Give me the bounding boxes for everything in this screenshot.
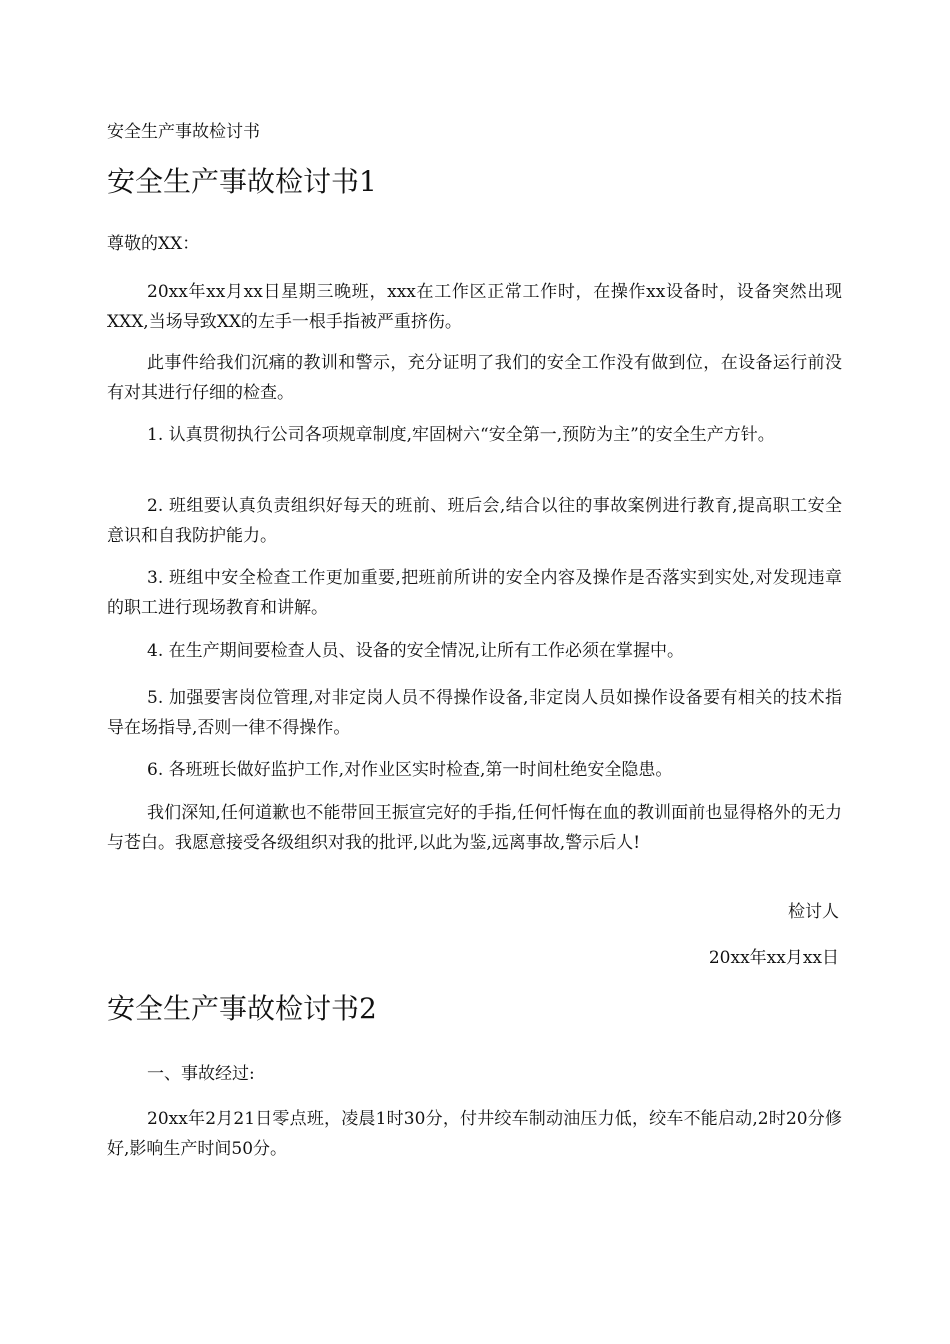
list-item: 4. 在生产期间要检查人员、设备的安全情况,让所有工作必须在掌握中。 [147, 641, 685, 661]
document-title: 安全生产事故检讨书 [107, 122, 260, 142]
signature-date: 20xx年xx月xx日 [708, 948, 839, 968]
section-2-heading: 安全生产事故检讨书2 [107, 992, 377, 1025]
list-item: 3. 班组中安全检查工作更加重要,把班前所讲的安全内容及操作是否落实到实处,对发现违章的职工进行现场教育和讲解。 [107, 568, 842, 618]
list-item: 1. 认真贯彻执行公司各项规章制度,牢固树六“安全第一,预防为主”的安全生产方针。 [147, 425, 775, 445]
paragraph: 20xx年2月21日零点班，凌晨1时30分，付井绞车制动油压力低，绞车不能启动,2时20分修好,影响生产时间50分。 [107, 1109, 842, 1159]
subheading: 一、事故经过: [147, 1064, 255, 1084]
section-1-heading: 安全生产事故检讨书1 [107, 165, 377, 198]
list-item: 5. 加强要害岗位管理,对非定岗人员不得操作设备,非定岗人员如操作设备要有相关的技术指导在场指导,否则一律不得操作。 [107, 688, 842, 738]
list-item: 6. 各班班长做好监护工作,对作业区实时检查,第一时间杜绝安全隐患。 [147, 760, 673, 780]
paragraph: 我们深知,任何道歉也不能带回王振宣完好的手指,任何忏悔在血的教训面前也显得格外的无力与苍白。我愿意接受各级组织对我的批评,以此为鉴,远离事故,警示后人! [107, 803, 842, 853]
paragraph: 此事件给我们沉痛的教训和警示，充分证明了我们的安全工作没有做到位，在设备运行前没有对其进行仔细的检查。 [107, 353, 842, 403]
salutation: 尊敬的XX： [107, 234, 200, 254]
signer: 检讨人 [788, 902, 839, 922]
paragraph: 20xx年xx月xx日星期三晚班，xxx在工作区正常工作时，在操作xx设备时，设备突然出现XXX,当场导致XX的左手一根手指被严重挤伤。 [107, 282, 842, 332]
list-item: 2. 班组要认真负责组织好每天的班前、班后会,结合以往的事故案例进行教育,提高职工安全意识和自我防护能力。 [107, 496, 842, 546]
